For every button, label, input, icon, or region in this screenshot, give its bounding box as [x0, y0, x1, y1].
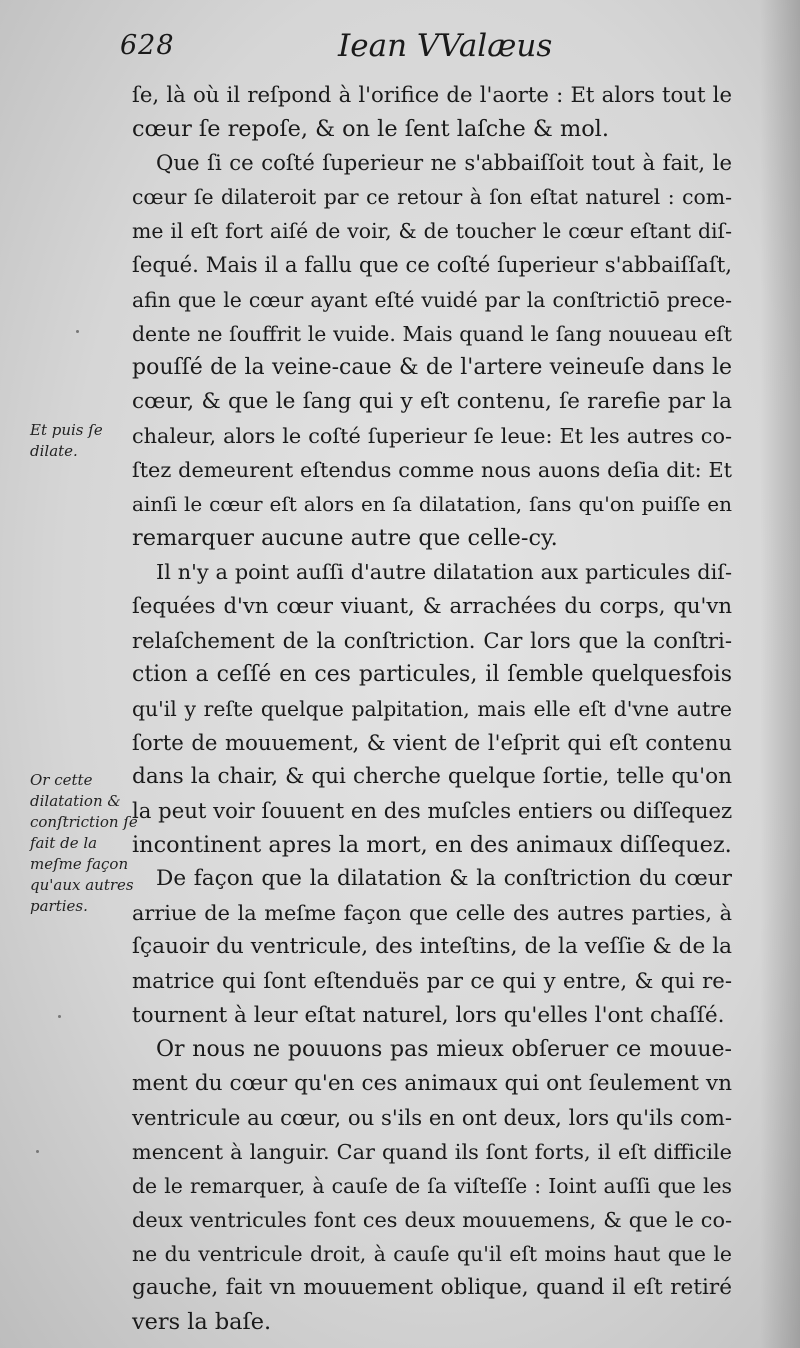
text-line: Il n'y a point auſſi d'autre dilatation aux particules diſ-: [156, 560, 732, 585]
text-line: arriue de la meſme façon que celle des autres parties, à: [132, 901, 732, 926]
text-line: Or nous ne pouuons pas mieux obſeruer ce mouue-: [156, 1036, 732, 1062]
text-line: incontinent apres la mort, en des animaux diſſequez.: [132, 832, 732, 859]
paper-speck: [76, 330, 79, 333]
text-line: dans la chair, & qui cherche quelque ſortie, telle qu'on: [132, 763, 732, 789]
text-line: ſequé. Mais il a fallu que ce coſté ſuperieur s'abbaiſſaſt,: [132, 252, 732, 278]
text-line: chaleur, alors le coſté ſuperieur ſe leue: Et les autres co-: [132, 423, 732, 448]
text-line: deux ventricules font ces deux mouuemens, & que le co-: [132, 1208, 732, 1233]
text-line: vers la baſe.: [132, 1309, 272, 1336]
text-line: ſe, là où il reſpond à l'orifice de l'aorte : Et alors tout le: [132, 82, 732, 107]
text-line: ne du ventricule droit, à cauſe qu'il eſt moins haut que le: [132, 1242, 732, 1267]
page-header: [120, 22, 740, 72]
text-line: ſequées d'vn cœur viuant, & arrachées du corps, qu'vn: [132, 593, 732, 619]
paper-speck: [36, 1150, 39, 1153]
text-line: de le remarquer, à cauſe de ſa viſteſſe : Ioint auſſi que les: [132, 1174, 732, 1198]
text-line: relaſchement de la conſtriction. Car lors que la conſtri-: [132, 627, 732, 653]
text-line: pouſſé de la veine-caue & de l'artere veineuſe dans le: [132, 354, 732, 380]
text-line: cœur, & que le ſang qui y eſt contenu, ſe rarefie par la: [132, 388, 732, 414]
page-number: 628: [120, 30, 175, 61]
paper-speck: [58, 1015, 61, 1018]
text-line: tournent à leur eſtat naturel, lors qu'elles l'ont chaſſé.: [132, 1002, 725, 1028]
text-line: ſçauoir du ventricule, des inteſtins, de la veſſie & de la: [132, 934, 732, 960]
page-edge-shadow: [760, 0, 800, 1348]
margin-note: Et puis ſe dilate.: [30, 421, 103, 460]
text-line: gauche, fait vn mouuement oblique, quand il eſt retiré: [132, 1275, 732, 1301]
text-line: ainſi le cœur eſt alors en ſa dilatation, ſans qu'on puiſſe en: [132, 492, 732, 517]
text-line: cœur ſe dilateroit par ce retour à ſon eſtat naturel : com-: [132, 185, 732, 210]
text-line: qu'il y reſte quelque palpitation, mais elle eſt d'vne autre: [132, 696, 732, 721]
text-line: cœur ſe repoſe, & on le ſent laſche & mol.: [132, 116, 609, 143]
text-line: dente ne ſouffrit le vuide. Mais quand le ſang nouueau eſt: [132, 321, 732, 346]
text-line: Que ſi ce coſté ſuperieur ne s'abbaiſſoit tout à fait, le: [156, 150, 732, 176]
text-line: afin que le cœur ayant eſté vuidé par la conſtrictiō prece-: [132, 287, 732, 312]
text-line: ventricule au cœur, ou s'ils en ont deux, lors qu'ils com-: [132, 1104, 732, 1130]
text-line: ction a ceſſé en ces particules, il ſemble quelquesfois: [132, 661, 732, 687]
text-line: mencent à languir. Car quand ils ſont forts, il eſt difficile: [132, 1139, 732, 1164]
text-line: ment du cœur qu'en ces animaux qui ont ſeulement vn: [132, 1070, 732, 1096]
text-line: ſtez demeurent eſtendus comme nous auons deſia dit: Et: [132, 458, 732, 483]
running-title: Iean VValæus: [338, 28, 553, 64]
margin-note: Or cette dilatation & conſtriction ſe fait de la meſme façon qu'aux autres parties.: [30, 771, 138, 915]
text-line: matrice qui ſont eſtenduës par ce qui y entre, & qui re-: [132, 968, 732, 994]
text-line: De façon que la dilatation & la conſtriction du cœur: [156, 866, 732, 892]
text-line: me il eſt fort aiſé de voir, & de toucher le cœur eſtant diſ-: [132, 219, 732, 244]
text-line: la peut voir ſouuent en des muſcles entiers ou diſſequez: [132, 797, 733, 823]
text-line: ſorte de mouuement, & vient de l'eſprit qui eſt contenu: [132, 729, 732, 755]
text-line: remarquer aucune autre que celle-cy.: [132, 525, 558, 552]
body-text: [132, 78, 732, 1339]
